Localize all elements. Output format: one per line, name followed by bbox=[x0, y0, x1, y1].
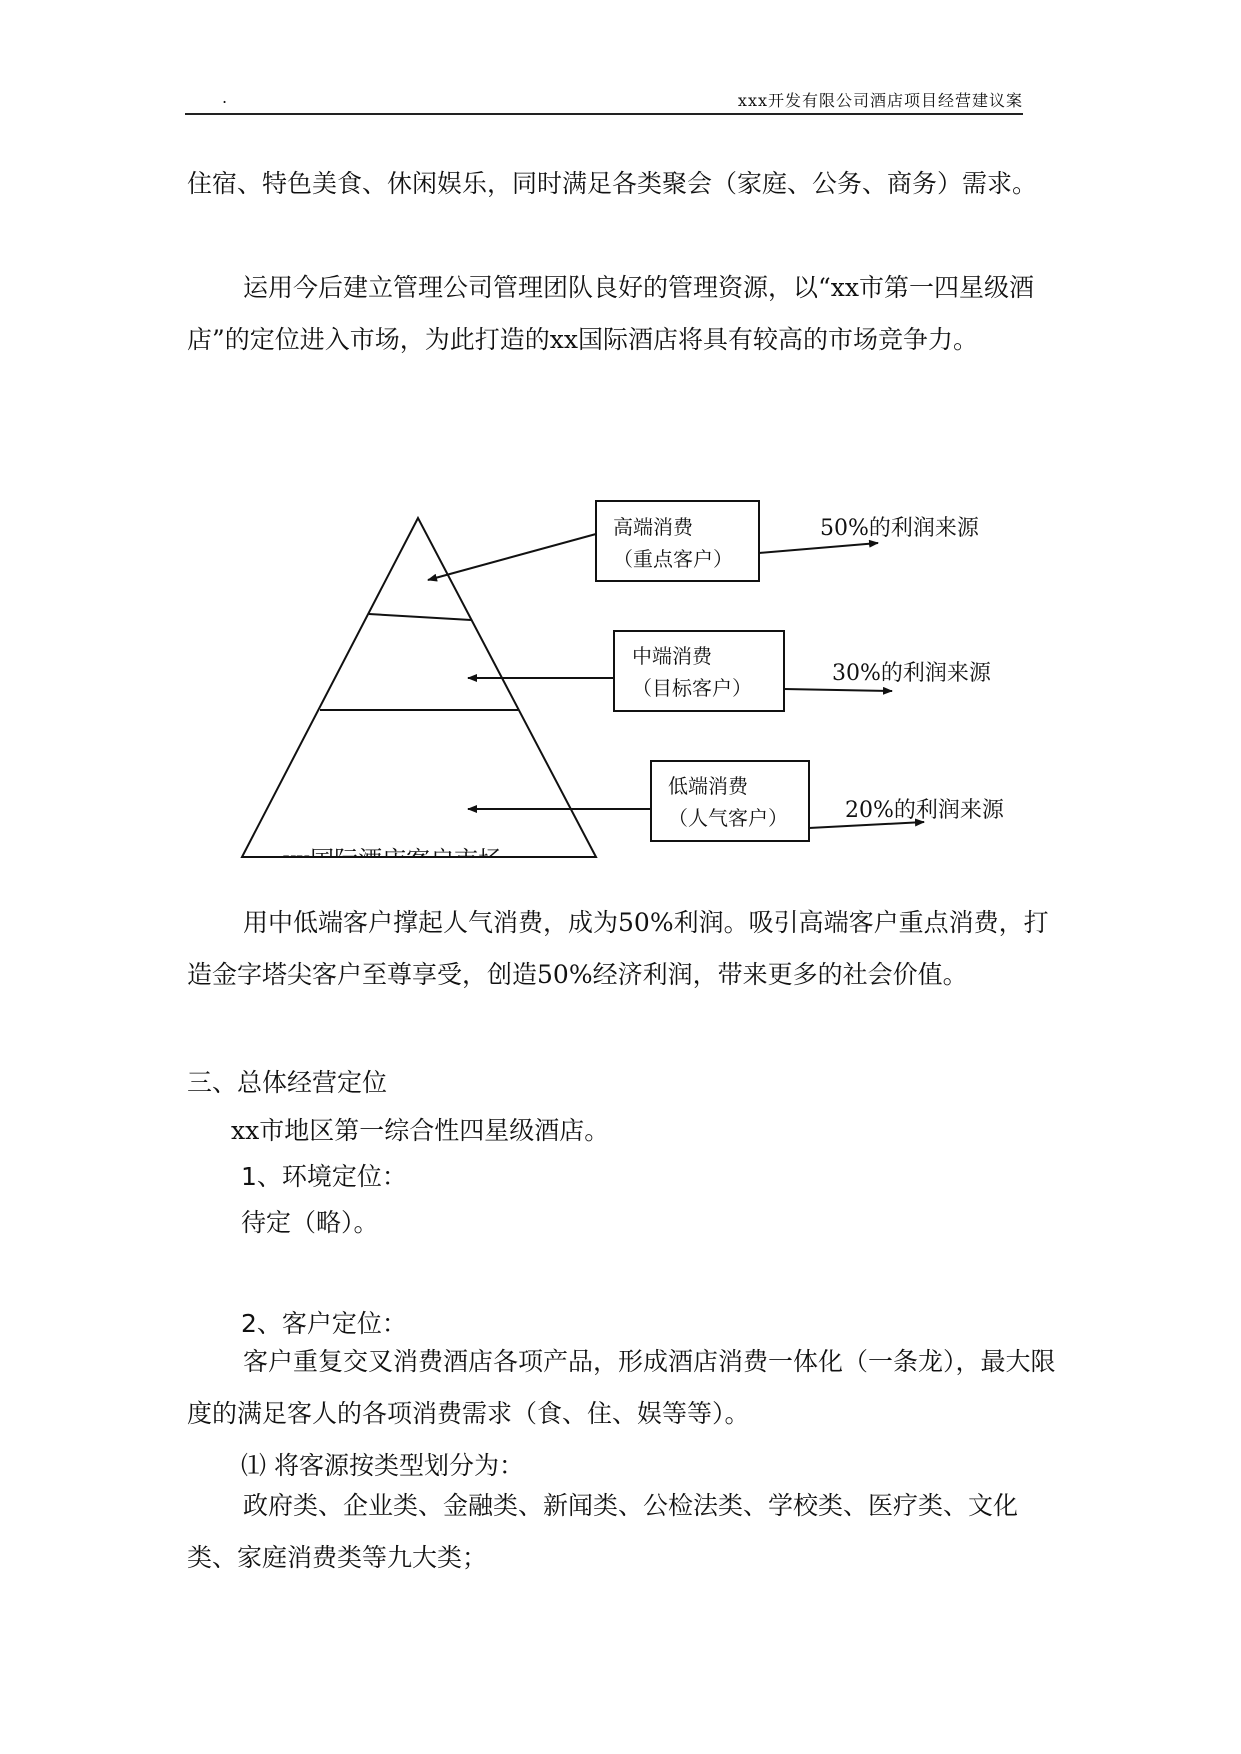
tier-low-share: 20%的利润来源 bbox=[845, 798, 1004, 823]
header-title: xxx开发有限公司酒店项目经营建议案 bbox=[737, 91, 1023, 110]
tier-high-arrow-out bbox=[759, 543, 878, 553]
tier-high-share: 50%的利润来源 bbox=[820, 516, 979, 541]
tier-mid-group: （目标客户） bbox=[632, 676, 752, 700]
paragraph-profit-strategy: 用中低端客户撑起人气消费，成为50%利润。吸引高端客户重点消费，打造金字塔尖客户至尊享受，创造50%经济利润，带来更多的社会价值。 bbox=[187, 908, 1049, 989]
customer-pyramid-diagram bbox=[0, 490, 1241, 890]
caption-mask bbox=[240, 856, 600, 876]
overall-positioning-summary: xx市地区第一综合性四星级酒店。 bbox=[231, 1116, 610, 1145]
customer-positioning-text: 客户重复交叉消费酒店各项产品，形成酒店消费一体化（一条龙），最大限度的满足客人的各项消费需求（食、住、娱等等）。 bbox=[187, 1347, 1056, 1428]
env-positioning-heading: 1、环境定位： bbox=[241, 1162, 407, 1191]
pyramid-outline bbox=[242, 518, 596, 857]
section-heading-overall-positioning: 三、总体经营定位 bbox=[187, 1068, 388, 1097]
tier-low-group: （人气客户） bbox=[668, 806, 788, 830]
tier-mid-name: 中端消费 bbox=[632, 644, 712, 668]
tier-high-group: （重点客户） bbox=[613, 547, 733, 571]
tier-high-name: 高端消费 bbox=[613, 515, 693, 539]
tier-low-name: 低端消费 bbox=[668, 774, 748, 798]
tier-high-arrow-in bbox=[428, 534, 596, 580]
tier-mid-arrow-out bbox=[784, 689, 892, 691]
pyramid-divider-top bbox=[369, 614, 471, 620]
customer-classification-text: 政府类、企业类、金融类、新闻类、公检法类、学校类、医疗类、文化类、家庭消费类等九大类； bbox=[187, 1491, 1019, 1572]
customer-classification-heading: ⑴ 将客源按类型划分为： bbox=[241, 1451, 524, 1480]
env-positioning-text: 待定（略）。 bbox=[241, 1208, 379, 1237]
paragraph-accommodation: 住宿、特色美食、休闲娱乐，同时满足各类聚会（家庭、公务、商务）需求。 bbox=[187, 169, 1038, 198]
header-dot: . bbox=[222, 88, 228, 107]
tier-mid-share: 30%的利润来源 bbox=[832, 661, 991, 686]
paragraph-positioning: 运用今后建立管理公司管理团队良好的管理资源，以“xx市第一四星级酒店”的定位进入市场，为此打造的xx国际酒店将具有较高的市场竞争力。 bbox=[187, 273, 1034, 354]
customer-positioning-heading: 2、客户定位： bbox=[241, 1309, 407, 1338]
header-rule bbox=[185, 113, 1023, 115]
